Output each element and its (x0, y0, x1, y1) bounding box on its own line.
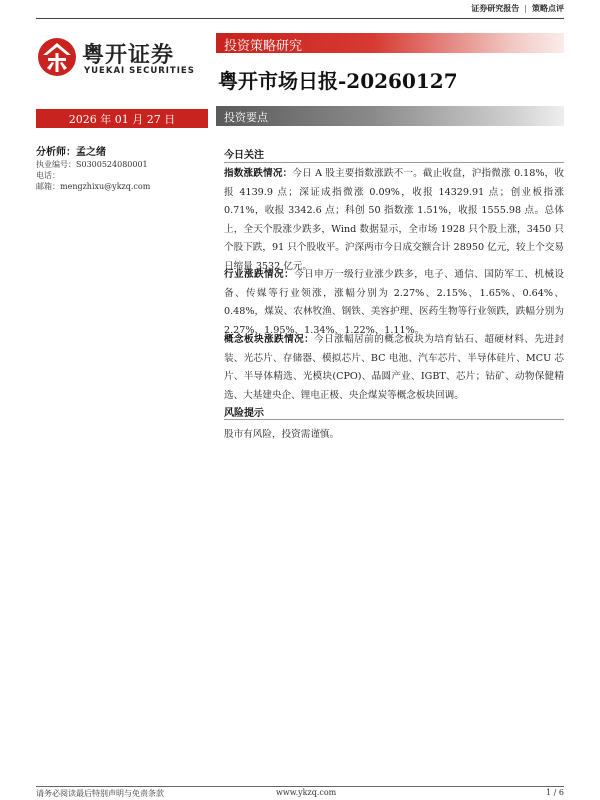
index-movement-paragraph (224, 165, 564, 276)
analyst-license-label: 执业编号： (36, 160, 76, 169)
footer-disclaimer: 请务必阅读最后特别声明与免责条款 (36, 789, 164, 798)
index-movement-text: 今日 A 股主要指数涨跌不一。截止收盘，沪指微涨 0.18%，收报 4139.9 点；深证成指微涨 0.09%，收报 14329.91 点；创业板指涨 0.71%，收报 3342.6 点；科创 50 指数涨 1.51%，收报 1555.98 点。总体上，全天个股涨少跌多，Wind 数据显示，全市场 1928 只个股上涨，3450 只个股下跌，91 只个股收平。沪深两市今日成交额合计 28950 亿元，较上个交易日缩量 3532 亿元。 (224, 168, 565, 272)
analyst-phone-label: 电话： (36, 171, 60, 180)
analyst-info (36, 147, 208, 192)
analyst-name-line (36, 147, 208, 158)
analyst-name-label: 分析师： (36, 147, 76, 158)
risk-rule (224, 419, 564, 420)
risk-text: 股市有风险，投资需谨慎。 (224, 429, 340, 440)
analyst-name: 孟之绪 (76, 147, 106, 158)
report-type-header (471, 3, 564, 14)
index-movement-label: 指数涨跌情况： (224, 168, 293, 179)
date-bar (36, 109, 208, 128)
report-type-label: 证券研究报告 (471, 4, 520, 13)
footer-page-number: 1 / 6 (546, 788, 564, 797)
category-banner (216, 33, 564, 53)
footer-website-link[interactable]: www.ykzq.com (276, 788, 337, 797)
industry-movement-label: 行业涨跌情况： (224, 269, 295, 280)
header-separator: | (524, 4, 527, 13)
analyst-email-label: 邮箱： (36, 182, 60, 191)
analyst-email[interactable]: mengzhixu@ykzq.com (60, 182, 151, 191)
section-bar-investment-points (216, 106, 564, 126)
logo-english-name: YUEKAI SECURITIES (84, 66, 195, 76)
concept-movement-text: 今日涨幅居前的概念板块为培育钻石、超硬材料、先进封装、光芯片、存储器、模拟芯片、BC 电池、汽车芯片、半导体硅片、MCU 芯片、半导体精选、光模块(CPO)、晶圆产业、IGBT、芯片；钴矿、动物保健精选、大基建央企、锂电正极、央企煤炭等概念板块回调。 (224, 334, 565, 401)
report-date: 2026 年 01 月 27 日 (68, 113, 176, 126)
analyst-license-line (36, 159, 208, 170)
header-rule (36, 18, 564, 19)
report-title: 粤开市场日报-20260127 (218, 69, 458, 93)
section-bar-label: 投资要点 (224, 111, 268, 124)
logo-chinese-name: 粤开证券 (82, 43, 175, 68)
analyst-email-line (36, 181, 208, 192)
risk-heading: 风险提示 (224, 408, 264, 419)
concept-movement-paragraph (224, 331, 564, 405)
yuekai-logo-icon (36, 36, 78, 78)
industry-movement-paragraph (224, 266, 564, 340)
today-focus-rule (224, 162, 564, 163)
category-banner-label: 投资策略研究 (224, 39, 303, 54)
analyst-license: S0300524080001 (76, 160, 148, 169)
analyst-phone-line (36, 170, 208, 181)
report-category-label: 策略点评 (532, 4, 564, 13)
industry-movement-text: 今日申万一级行业涨少跌多，电子、通信、国防军工、机械设备、传媒等行业领涨，涨幅分别为 2.27%、2.15%、1.65%、0.64%、0.48%，煤炭、农林牧渔、钢铁、美容护理、医药生物等行业领跌，跌幅分别为 2.27%、1.95%、1.34%、1.22%、1.11%。 (224, 269, 565, 336)
footer-rule (36, 786, 564, 787)
today-focus-heading: 今日关注 (224, 150, 264, 161)
concept-movement-label: 概念板块涨跌情况： (224, 334, 315, 345)
